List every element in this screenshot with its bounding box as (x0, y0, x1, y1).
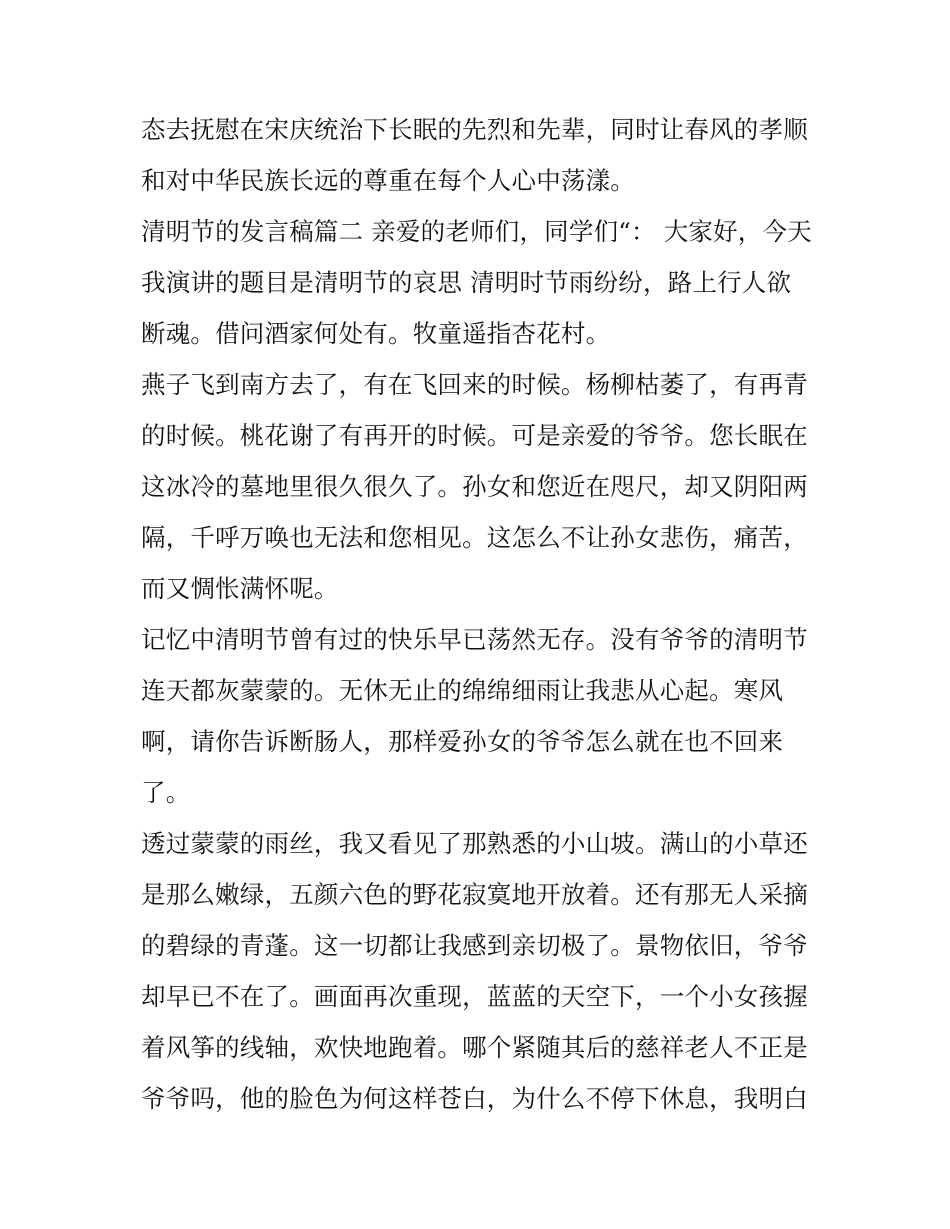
text-line: 了。 (141, 778, 191, 807)
text-line: 和对中华民族长远的尊重在每个人心中荡漾。 (141, 166, 635, 195)
text-line: 隔，千呼万唤也无法和您相见。这怎么不让孙女悲伤，痛苦， (141, 523, 808, 552)
text-line: 着风筝的线轴，欢快地跑着。哪个紧随其后的慈祥老人不正是 (141, 1033, 808, 1062)
text-line: 这冰冷的墓地里很久很久了。孙女和您近在咫尺，却又阴阳两 (141, 472, 808, 501)
text-line: 透过蒙蒙的雨丝，我又看见了那熟悉的小山坡。满山的小草还 (141, 829, 808, 858)
text-line: 的时候。桃花谢了有再开的时候。可是亲爱的爷爷。您长眠在 (141, 421, 808, 450)
text-line: 清明节的发言稿篇二 亲爱的老师们，同学们“： 大家好，今天 (141, 217, 812, 246)
document-body (141, 104, 813, 1124)
text-line: 燕子飞到南方去了，有在飞回来的时候。杨柳枯萎了，有再青 (141, 370, 808, 399)
text-line: 啊，请你告诉断肠人，那样爱孙女的爷爷怎么就在也不回来 (141, 727, 784, 756)
text-line: 而又惆怅满怀呢。 (141, 574, 339, 603)
text-line: 记忆中清明节曾有过的快乐早已荡然无存。没有爷爷的清明节 (141, 625, 808, 654)
text-line: 爷爷吗，他的脸色为何这样苍白，为什么不停下休息，我明白 (141, 1084, 808, 1113)
text-line: 态去抚慰在宋庆统治下长眠的先烈和先辈，同时让春风的孝顺 (141, 115, 808, 144)
text-line: 的碧绿的青蓬。这一切都让我感到亲切极了。景物依旧，爷爷 (141, 931, 808, 960)
text-line: 却早已不在了。画面再次重现，蓝蓝的天空下，一个小女孩握 (141, 982, 808, 1011)
text-line: 连天都灰蒙蒙的。无休无止的绵绵细雨让我悲从心起。寒风 (141, 676, 784, 705)
text-line: 是那么嫩绿，五颜六色的野花寂寞地开放着。还有那无人采摘 (141, 880, 808, 909)
text-line: 我演讲的题目是清明节的哀思 清明时节雨纷纷，路上行人欲 (141, 268, 792, 297)
text-line: 断魂。借问酒家何处有。牧童遥指杏花村。 (141, 319, 611, 348)
